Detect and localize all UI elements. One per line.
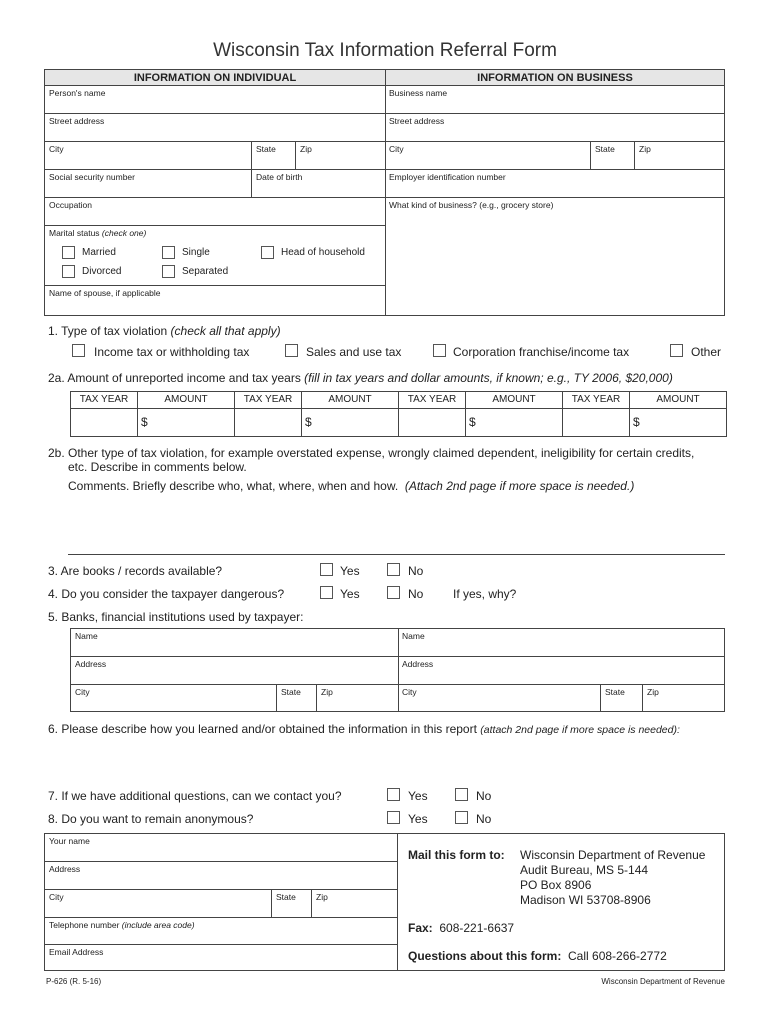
amount-input[interactable]: $	[301, 408, 399, 437]
q2b-line1: 2b. Other type of tax violation, for example overstated expense, wrongly claimed dependent, ineligibility for certain credits,	[48, 446, 695, 460]
bank1-zip-field[interactable]: Zip	[316, 685, 398, 711]
q5-text: 5. Banks, financial institutions used by taxpayer:	[48, 610, 304, 624]
tax-year-input[interactable]	[70, 408, 138, 437]
comments-label: Comments. Briefly describe who, what, where, when and how. (Attach 2nd page if more space is needed.)	[68, 479, 635, 493]
bank2-city-field[interactable]: City	[402, 687, 417, 697]
individual-state-field[interactable]: State	[251, 142, 295, 170]
form-title: Wisconsin Tax Information Referral Form	[213, 40, 557, 61]
info-box: INFORMATION ON INDIVIDUAL INFORMATION ON BUSINESS Person's name Street address City State Zip Social security number Date of birth Occupation Marital status (check one) Married Single Head of household Divorced Separated Name of spouse, if applicable Business name Street address City State Zip Employer identification number What kind of business? (e.g., grocery store)	[44, 69, 725, 316]
q3-text: 3. Are books / records available?	[48, 564, 223, 578]
amount-input[interactable]: $	[465, 408, 563, 437]
q4-no-checkbox[interactable]	[387, 586, 400, 599]
telephone-field[interactable]: Telephone number (include area code)	[45, 918, 397, 945]
banks-box	[70, 628, 725, 712]
individual-zip-field[interactable]: Zip	[295, 142, 385, 170]
bank2-name-field[interactable]: Name	[398, 629, 724, 657]
individual-street-field[interactable]: Street address	[45, 114, 385, 142]
head-of-household-checkbox[interactable]	[261, 246, 274, 259]
q4-why-label: If yes, why?	[453, 587, 517, 601]
email-field[interactable]: Email Address	[49, 947, 104, 957]
questions-line: Questions about this form: Call 608-266-2772	[408, 949, 667, 963]
bank1-state-field[interactable]: State	[276, 685, 316, 711]
bank1-address-field[interactable]: Address	[71, 657, 398, 685]
marital-status-group: Marital status (check one)	[45, 226, 385, 286]
amount-header: AMOUNT	[629, 391, 727, 409]
q8-yes-checkbox[interactable]	[387, 811, 400, 824]
q7-text: 7. If we have additional questions, can we contact you?	[48, 789, 342, 803]
q2b-line2: etc. Describe in comments below.	[68, 460, 247, 474]
bank1-name-field[interactable]: Name	[71, 629, 398, 657]
dob-field[interactable]: Date of birth	[251, 170, 385, 198]
other-tax-checkbox[interactable]	[670, 344, 683, 357]
tax-year-header: TAX YEAR	[70, 391, 138, 409]
business-name-field[interactable]: Business name	[385, 86, 724, 114]
mail-label: Mail this form to:	[408, 848, 505, 862]
q4-text: 4. Do you consider the taxpayer dangerous?	[48, 587, 285, 601]
mail-line4: Madison WI 53708-8906	[520, 893, 651, 907]
business-zip-field[interactable]: Zip	[634, 142, 724, 170]
bank1-city-field[interactable]: City	[75, 687, 90, 697]
your-city-field[interactable]: City	[45, 890, 271, 918]
mail-line1: Wisconsin Department of Revenue	[520, 848, 706, 862]
q6-text: 6. Please describe how you learned and/or obtained the information in this report (attach 2nd page if more space is needed):	[48, 722, 680, 736]
sales-tax-checkbox[interactable]	[285, 344, 298, 357]
tax-year-header: TAX YEAR	[562, 391, 630, 409]
q8-no-checkbox[interactable]	[455, 811, 468, 824]
single-checkbox[interactable]	[162, 246, 175, 259]
amount-header: AMOUNT	[465, 391, 563, 409]
business-state-field[interactable]: State	[590, 142, 634, 170]
mail-line2: Audit Bureau, MS 5-144	[520, 863, 649, 877]
q3-no-checkbox[interactable]	[387, 563, 400, 576]
mail-line3: PO Box 8906	[520, 878, 592, 892]
divorced-checkbox[interactable]	[62, 265, 75, 278]
contact-box	[44, 833, 725, 971]
fax-line: Fax: 608-221-6637	[408, 921, 515, 935]
amount-header: AMOUNT	[301, 391, 399, 409]
business-street-field[interactable]: Street address	[385, 114, 724, 142]
individual-city-field[interactable]: City	[45, 142, 251, 170]
amount-input[interactable]: $	[629, 408, 727, 437]
form-number: P-626 (R. 5-16)	[46, 977, 102, 986]
comments-field[interactable]	[68, 554, 725, 555]
ssn-field[interactable]: Social security number	[45, 170, 251, 198]
bank2-state-field[interactable]: State	[600, 685, 642, 711]
q7-yes-checkbox[interactable]	[387, 788, 400, 801]
q2a-text: 2a. Amount of unreported income and tax years (fill in tax years and dollar amounts, if known; e.g., TY 2006, $20,000)	[48, 371, 673, 385]
ein-field[interactable]: Employer identification number	[385, 170, 724, 198]
tax-year-input[interactable]	[398, 408, 466, 437]
your-state-field[interactable]: State	[271, 890, 311, 918]
your-zip-field[interactable]: Zip	[311, 890, 397, 918]
q3-yes-checkbox[interactable]	[320, 563, 333, 576]
married-checkbox[interactable]	[62, 246, 75, 259]
occupation-field[interactable]: Occupation	[45, 198, 385, 226]
tax-year-input[interactable]	[234, 408, 302, 437]
separated-checkbox[interactable]	[162, 265, 175, 278]
business-city-field[interactable]: City	[385, 142, 590, 170]
q1-text: 1. Type of tax violation (check all that apply)	[48, 324, 281, 338]
amount-header: AMOUNT	[137, 391, 235, 409]
your-address-field[interactable]: Address	[45, 862, 397, 890]
bank2-address-field[interactable]: Address	[398, 657, 724, 685]
bank2-zip-field[interactable]: Zip	[642, 685, 724, 711]
q8-text: 8. Do you want to remain anonymous?	[48, 812, 254, 826]
business-kind-field[interactable]: What kind of business? (e.g., grocery store)	[389, 200, 554, 210]
individual-header: INFORMATION ON INDIVIDUAL	[45, 70, 385, 86]
q4-yes-checkbox[interactable]	[320, 586, 333, 599]
your-name-field[interactable]: Your name	[45, 834, 397, 862]
spouse-name-field[interactable]: Name of spouse, if applicable	[49, 288, 161, 298]
amount-input[interactable]: $	[137, 408, 235, 437]
persons-name-field[interactable]: Person's name	[45, 86, 385, 114]
income-tax-checkbox[interactable]	[72, 344, 85, 357]
tax-year-header: TAX YEAR	[398, 391, 466, 409]
footer-agency: Wisconsin Department of Revenue	[601, 977, 725, 986]
q7-no-checkbox[interactable]	[455, 788, 468, 801]
business-header: INFORMATION ON BUSINESS	[385, 70, 724, 86]
tax-year-input[interactable]	[562, 408, 630, 437]
corporation-tax-checkbox[interactable]	[433, 344, 446, 357]
tax-year-header: TAX YEAR	[234, 391, 302, 409]
